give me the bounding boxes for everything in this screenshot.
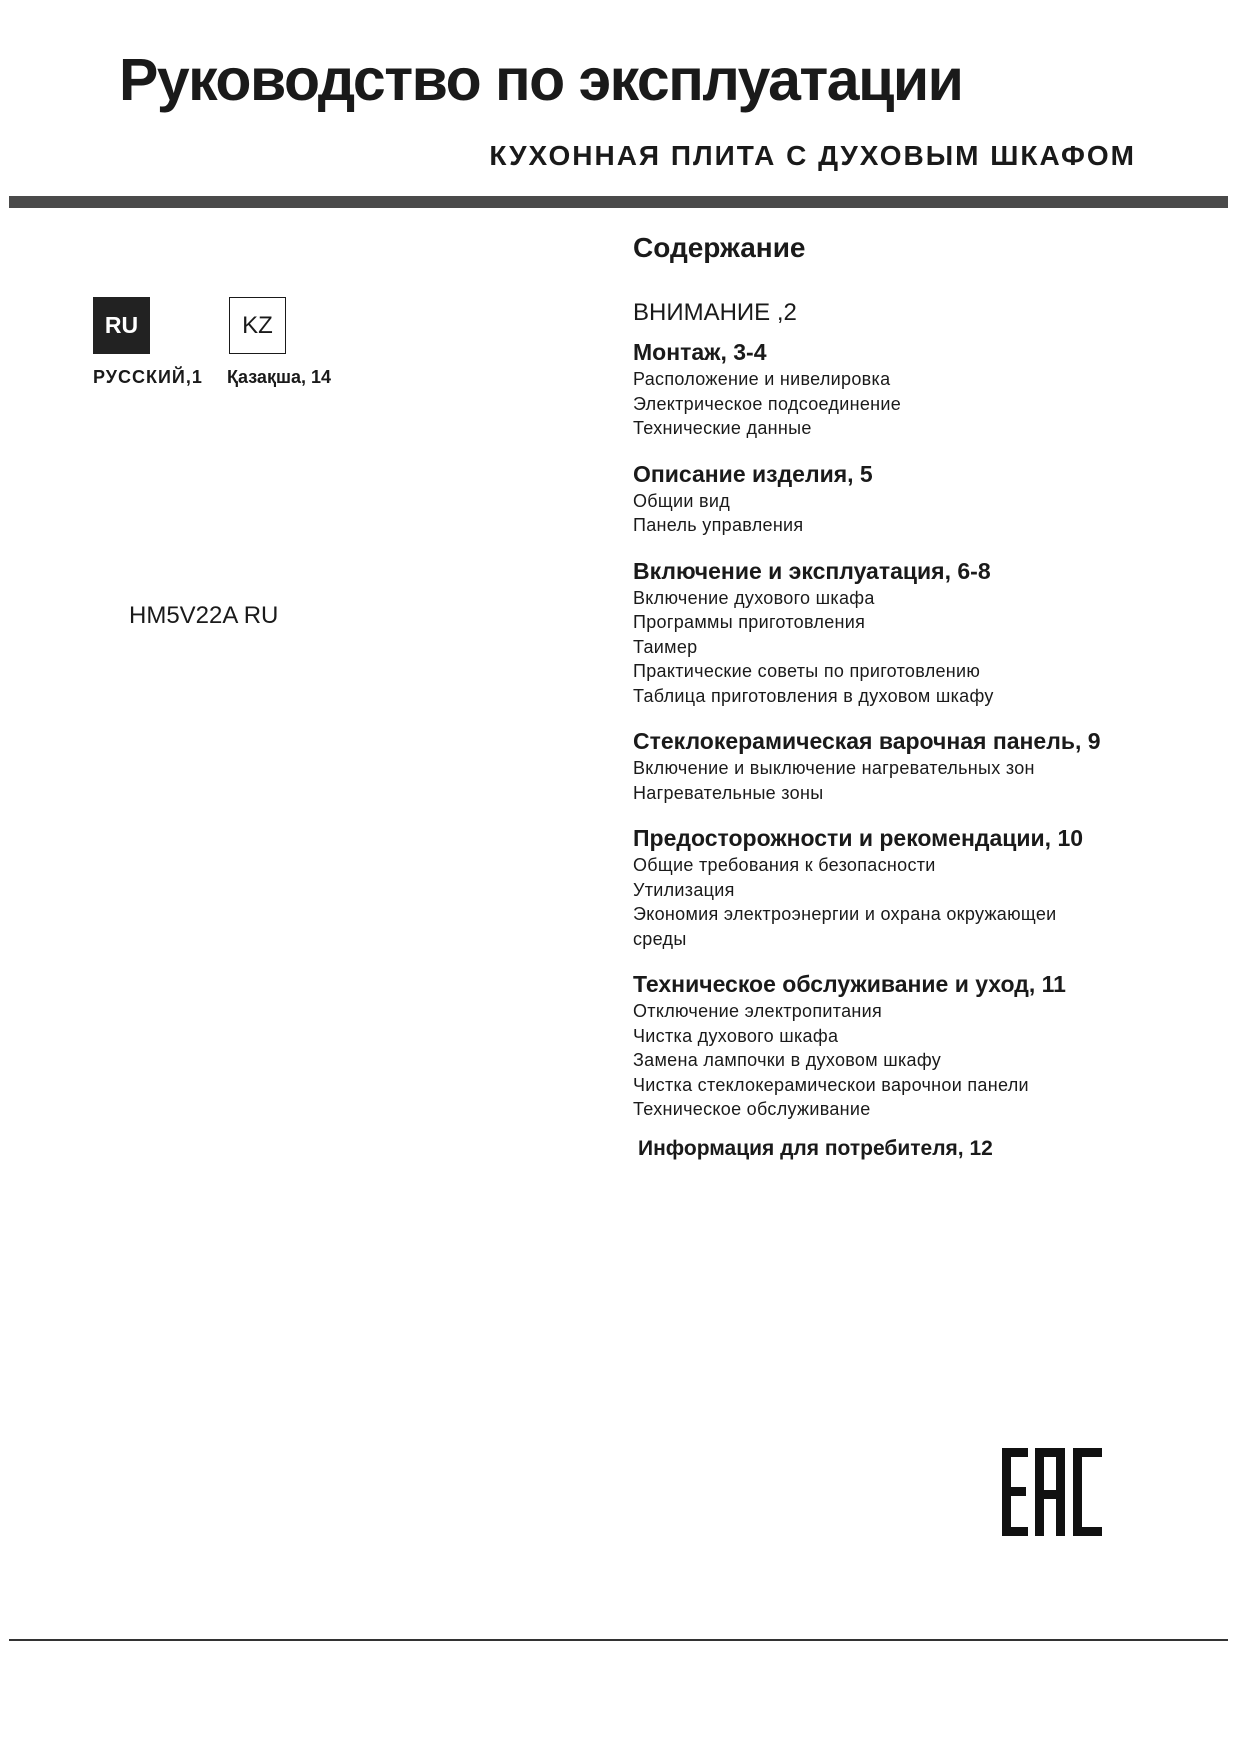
toc-item[interactable]: Нагревательные зоны (633, 782, 824, 803)
toc-section-installation (633, 338, 1153, 441)
toc-item[interactable]: Чистка духового шкафа (633, 1025, 839, 1046)
toc-title: Содержание (633, 232, 806, 263)
toc-item[interactable]: Практические советы по приготовлению (633, 661, 981, 681)
toc-item[interactable]: Таблица приготовления в духовом шкафу (633, 685, 994, 706)
page-title: Руководство по эксплуатации (119, 47, 963, 113)
toc-item[interactable]: Расположение и нивелировка (633, 369, 891, 389)
toc-item[interactable]: Утилизация (633, 879, 735, 900)
toc-attention-link[interactable]: ВНИМАНИЕ ,2 (633, 299, 797, 326)
eac-mark-icon (1002, 1448, 1102, 1536)
toc-section-hob (633, 727, 1153, 805)
toc-item[interactable]: Включение и выключение нагревательных зон (633, 758, 1035, 778)
toc-item[interactable]: Панель управления (633, 515, 804, 535)
toc-item[interactable]: Чистка стеклокерамическои варочнои панели (633, 1074, 1029, 1095)
toc-consumer-info-link[interactable]: Информация для потребителя, 12 (638, 1136, 993, 1160)
footer-divider (9, 1639, 1228, 1641)
language-link-ru[interactable]: РУССКИЙ,1 (93, 367, 203, 387)
toc-item[interactable]: Техническое обслуживание (633, 1099, 871, 1119)
toc-section-maintenance (633, 970, 1153, 1122)
toc-item[interactable]: Программы приготовления (633, 612, 866, 632)
toc-heading[interactable]: Предосторожности и рекомендации, 10 (633, 825, 1084, 851)
toc-item[interactable]: Электрическое подсоединение (633, 393, 902, 414)
toc-heading[interactable]: Техническое обслуживание и уход, 11 (633, 971, 1066, 997)
model-number: HM5V22A RU (129, 602, 279, 629)
toc-section-description (633, 460, 1153, 538)
toc-heading[interactable]: Включение и эксплуатация, 6-8 (633, 557, 991, 584)
toc-item[interactable]: Включение духового шкафа (633, 587, 875, 608)
toc-section-operation (633, 557, 1153, 709)
toc-item[interactable]: Общии вид (633, 490, 731, 511)
toc-item[interactable]: Технические данные (633, 418, 812, 438)
toc-section-precautions (633, 824, 1153, 951)
language-tab-ru[interactable]: RU (93, 297, 150, 354)
toc-item[interactable]: Отключение электропитания (633, 1001, 883, 1021)
toc-item[interactable]: Экономия электроэнергии и охрана окружающеи (633, 904, 1057, 924)
toc-heading[interactable]: Монтаж, 3-4 (633, 339, 767, 365)
toc-heading[interactable]: Описание изделия, 5 (633, 460, 873, 487)
header-divider (9, 196, 1228, 208)
language-tab-kz[interactable]: KZ (229, 297, 286, 354)
language-link-kz[interactable]: Қазақша, 14 (227, 367, 331, 387)
toc-item[interactable]: Замена лампочки в духовом шкафу (633, 1050, 942, 1070)
table-of-contents (633, 232, 1153, 1161)
toc-item[interactable]: Таимер (633, 636, 698, 657)
product-subtitle: КУХОННАЯ ПЛИТА С ДУХОВЫМ ШКАФОМ (489, 140, 1136, 171)
toc-heading[interactable]: Стеклокерамическая варочная панель, 9 (633, 728, 1101, 754)
toc-item[interactable]: Общие требования к безопасности (633, 855, 936, 875)
toc-item[interactable]: среды (633, 928, 687, 949)
